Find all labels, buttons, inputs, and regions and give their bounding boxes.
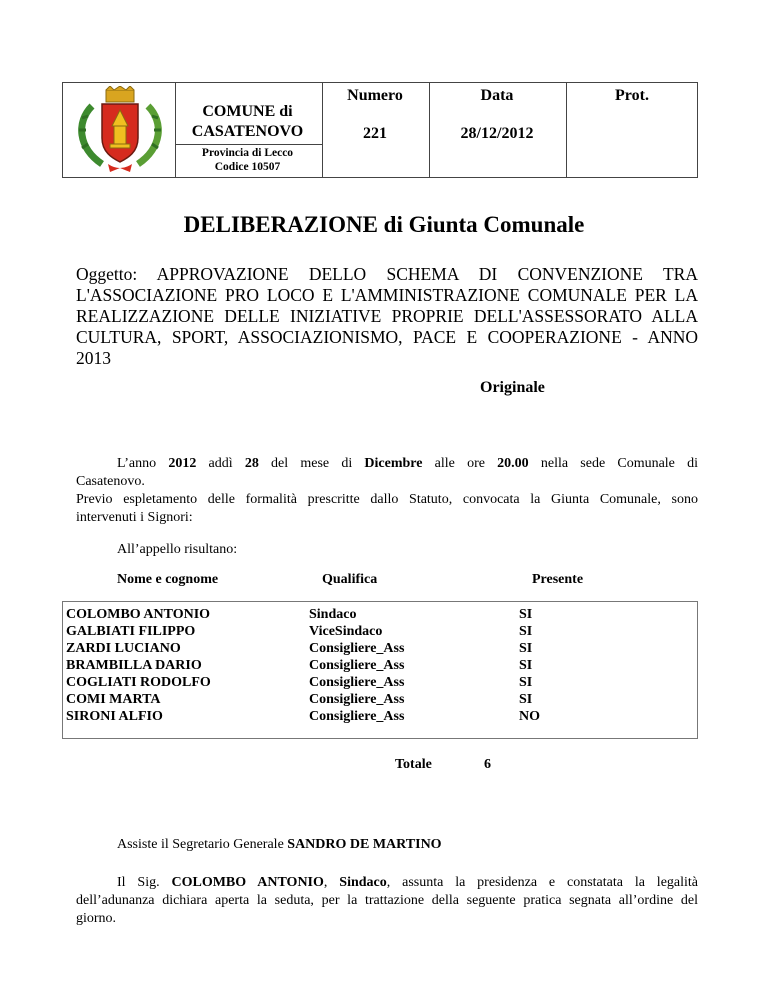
oggetto-block [76, 264, 698, 369]
column-header-presente: Presente [532, 572, 584, 587]
mese-value: Dicembre [364, 456, 423, 471]
numero-value: 221 [363, 125, 387, 142]
data-label: Data [480, 87, 514, 104]
member-nome: COMI MARTA [66, 692, 161, 707]
appello-label: All’appello risultano: [117, 542, 238, 557]
member-qualifica: ViceSindaco [309, 624, 383, 639]
assiste-line: Assiste il Segretario Generale SANDRO DE MARTINO [117, 837, 442, 852]
oggetto-line: 2013 [76, 348, 111, 368]
member-qualifica: Consigliere_Ass [309, 641, 405, 656]
originale-label: Originale [480, 379, 545, 396]
data-value: 28/12/2012 [460, 125, 534, 142]
oggetto-line: CULTURA, SPORT, ASSOCIAZIONISMO, PACE E COOPERAZIONE - ANNO [76, 327, 698, 347]
totale-value: 6 [484, 757, 491, 772]
column-header-qualifica: Qualifica [322, 572, 378, 587]
segretario-name: SANDRO DE MARTINO [287, 837, 442, 852]
member-qualifica: Consigliere_Ass [309, 658, 405, 673]
anno-value: 2012 [168, 456, 197, 471]
provincia-label: Provincia di Lecco [201, 147, 294, 159]
member-nome: SIRONI ALFIO [66, 709, 163, 724]
page-title: DELIBERAZIONE di Giunta Comunale [183, 212, 585, 237]
codice-label: Codice 10507 [214, 161, 281, 173]
column-header-nome: Nome e cognome [117, 572, 219, 587]
member-qualifica: Sindaco [309, 607, 357, 622]
member-nome: COLOMBO ANTONIO [66, 607, 211, 622]
member-qualifica: Consigliere_Ass [309, 692, 405, 707]
member-presente: SI [519, 675, 533, 690]
ora-value: 20.00 [497, 456, 529, 471]
presidente-role: Sindaco [339, 875, 387, 890]
prot-label: Prot. [615, 87, 649, 104]
oggetto-line: Oggetto: APPROVAZIONE DELLO SCHEMA DI CONVENZIONE TRA [76, 264, 698, 284]
member-nome: COGLIATI RODOLFO [66, 675, 211, 690]
member-presente: SI [519, 641, 533, 656]
member-presente: SI [519, 607, 533, 622]
member-presente: SI [519, 624, 533, 639]
member-presente: NO [519, 709, 540, 724]
presidente-name: COLOMBO ANTONIO [171, 875, 324, 890]
member-nome: GALBIATI FILIPPO [66, 624, 196, 639]
giorno-value: 28 [244, 456, 259, 471]
members-table [62, 601, 698, 739]
coat-of-arms-icon [72, 86, 168, 176]
member-qualifica: Consigliere_Ass [309, 675, 405, 690]
member-presente: SI [519, 692, 533, 707]
member-nome: ZARDI LUCIANO [66, 641, 181, 656]
comune-name-line1: COMUNE di [202, 103, 293, 120]
member-presente: SI [519, 658, 533, 673]
closing-paragraph: Il Sig. COLOMBO ANTONIO, Sindaco, assunta la presidenza e constatata la legalità dell’adunanza dichiara aperta la seduta, per la trattazione della seguente pratica segnata all’ordine del giorno. [76, 875, 699, 926]
member-nome: BRAMBILLA DARIO [66, 658, 202, 673]
totale-label: Totale [395, 757, 432, 772]
oggetto-line: REALIZZAZIONE DELLE INIZIATIVE PROPRIE DELL'ASSESSORATO ALLA [76, 306, 698, 326]
comune-name-line2: CASATENOVO [191, 123, 304, 140]
member-qualifica: Consigliere_Ass [309, 709, 405, 724]
oggetto-line: L'ASSOCIAZIONE PRO LOCO E L'AMMINISTRAZIONE COMUNALE PER LA [76, 285, 698, 305]
numero-label: Numero [347, 87, 403, 104]
intro-paragraph: L’anno 2012 addì 28 del mese di Dicembre alle ore 20.00 nella sede Comunale di Casatenovo. Previo espletamento delle formalità prescritte dallo Statuto, convocata la Giunta Comunale, sono intervenuti i Signori: [76, 456, 698, 525]
